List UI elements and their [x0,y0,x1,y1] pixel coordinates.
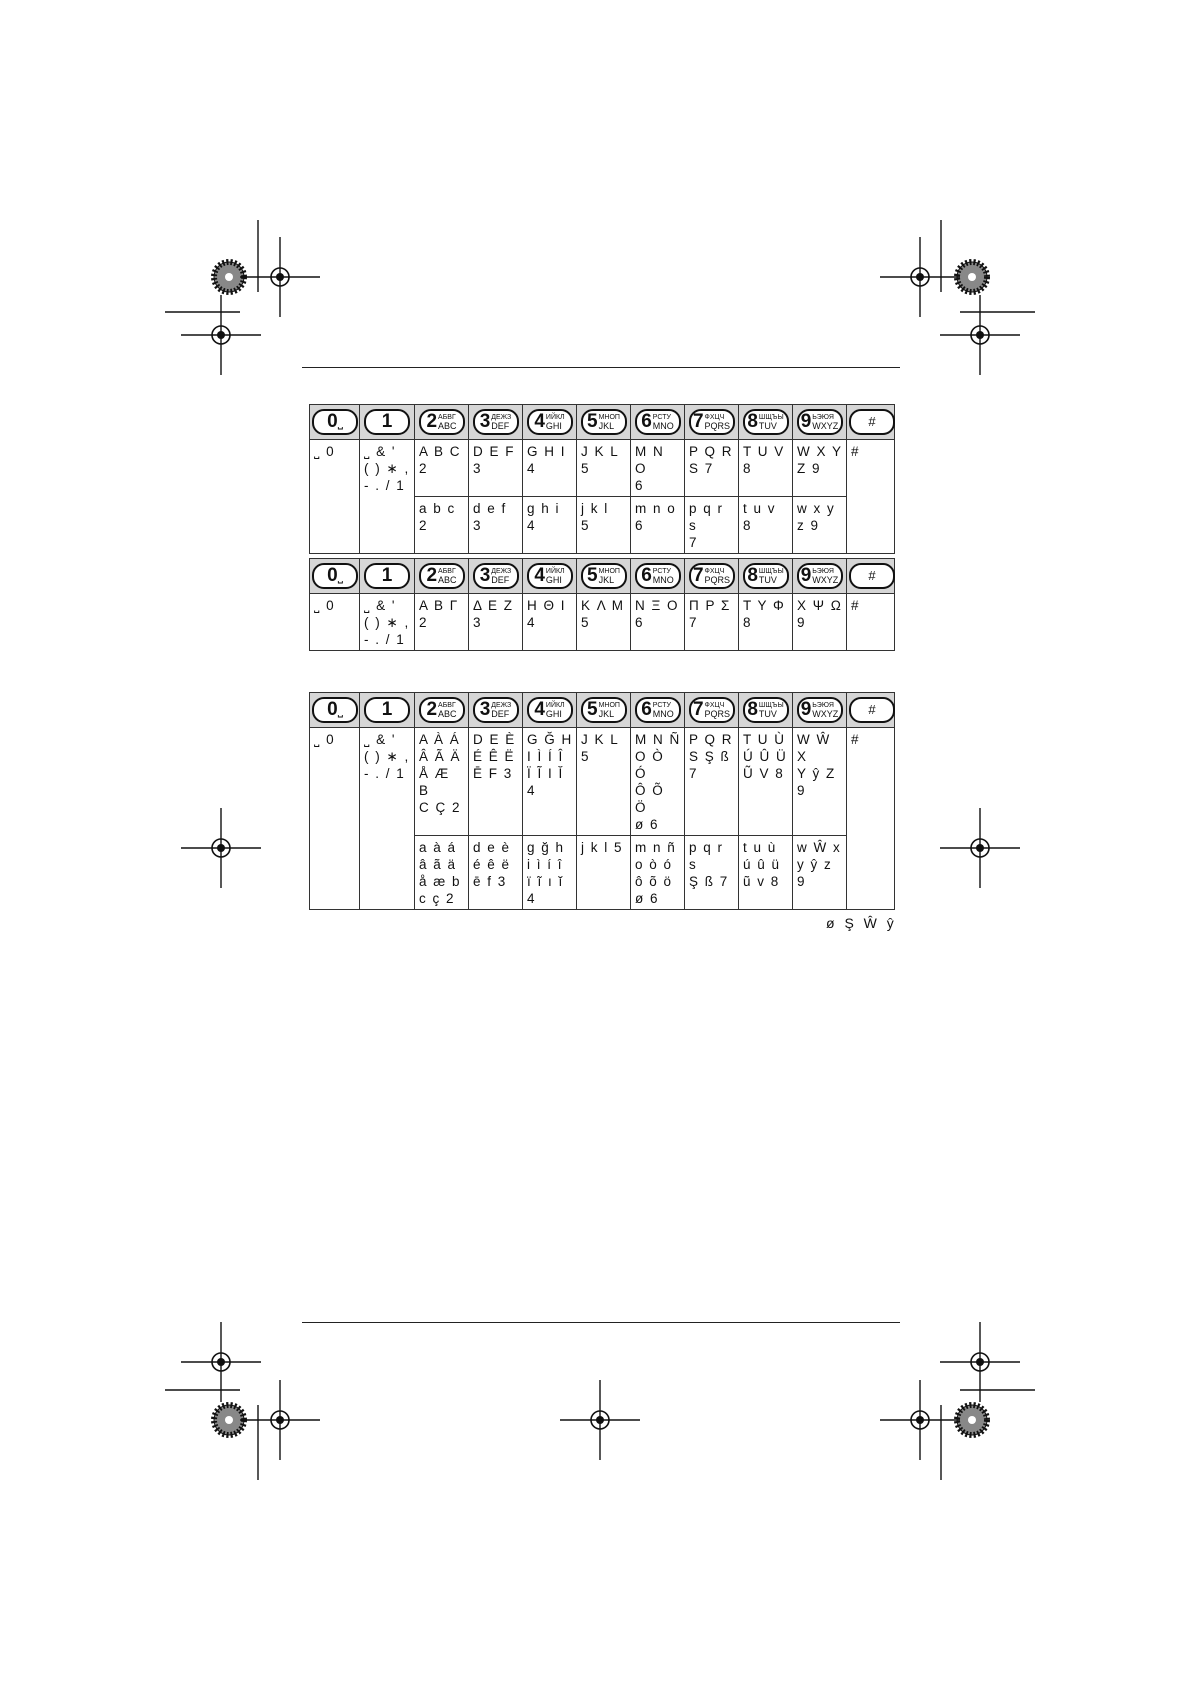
table-row [310,594,895,651]
key-digit: 4 [534,699,545,720]
character-cell: W Ŵ X Y ŷ Z 9 [793,728,847,836]
character-cell: t u ù ú û ü ũ v 8 [739,836,793,910]
key-header-1 [360,693,415,728]
key-digit: 2 [426,565,438,586]
key-header-8 [739,405,793,440]
key-header-hash [847,405,895,440]
key-latin-letters: ABC [438,708,457,719]
key-cyrillic-letters: АБВГ [438,413,456,421]
key-cyrillic-letters: ШЩЪЫ [758,567,784,575]
key-cyrillic-letters: ШЩЪЫ [758,701,784,709]
key-digit: 2 [426,411,438,432]
crop-marks-top [165,220,1035,375]
character-cell: M N O 6 [631,440,685,497]
key-header-9 [793,559,847,594]
key-header-7 [685,693,739,728]
key-cyrillic-letters: ДЕЖЗ [491,567,512,575]
key-icon-8 [743,409,789,435]
key-digit: 0 [327,411,338,432]
key-header-0 [310,559,360,594]
key-header-0 [310,405,360,440]
key-icon-hash [849,697,895,723]
key-digit: 4 [534,411,545,432]
key-header-3 [469,559,523,594]
character-cell: T U Ù Ú Û Ü Ũ V 8 [739,728,793,836]
key-header-5 [577,405,631,440]
key-digit: 1 [381,411,393,432]
key-latin-letters: MNO [652,420,674,431]
key-latin-letters: GHI [545,574,562,585]
key-cyrillic-letters: ИЙКЛ [545,701,565,709]
key-symbol: # [868,414,876,429]
character-cell: D E È É Ê Ë Ē F 3 [469,728,523,836]
character-cell: ⎵ 0 [310,594,360,651]
key-icon-2 [419,697,465,723]
key-header-6 [631,693,685,728]
key-header-8 [739,559,793,594]
character-cell: K Λ M 5 [577,594,631,651]
key-icon-5 [581,697,627,723]
key-icon-9 [797,697,843,723]
character-cell: # [847,440,895,554]
character-cell: d e f 3 [469,497,523,554]
character-cell: J K L 5 [577,728,631,836]
key-latin-letters: TUV [758,574,777,585]
key-header-hash [847,693,895,728]
key-latin-letters: JKL [598,574,615,585]
key-cyrillic-letters: ЬЭЮЯ [812,701,834,709]
key-icon-2 [419,409,465,435]
key-icon-0 [312,563,358,589]
character-cell: # [847,728,895,910]
key-latin-letters: MNO [652,574,674,585]
character-cell: ⎵ & ' ( ) ∗ , - . / 1 [360,440,415,554]
key-header-5 [577,559,631,594]
key-icon-6 [635,697,681,723]
key-digit: 3 [479,411,491,432]
key-icon-hash [849,409,895,435]
key-latin-letters: MNO [652,708,674,719]
keypad-table-greek [309,558,895,651]
key-icon-6 [635,563,681,589]
key-icon-8 [743,697,789,723]
key-cyrillic-letters: МНОП [598,567,620,575]
character-cell: w x y z 9 [793,497,847,554]
key-digit: 6 [641,411,652,432]
key-cyrillic-letters: АБВГ [438,567,456,575]
key-header-8 [739,693,793,728]
key-symbol: # [868,702,876,717]
character-cell: P Q R S 7 [685,440,739,497]
key-latin-letters: ABC [438,420,457,431]
key-header-2 [415,405,469,440]
character-cell: w Ŵ x y ŷ z 9 [793,836,847,910]
key-icon-0 [312,409,358,435]
key-icon-0 [312,697,358,723]
key-icon-4 [527,697,573,723]
key-space-symbol: ⎵ [337,414,343,429]
key-cyrillic-letters: РСТУ [652,567,671,575]
key-cyrillic-letters: ФХЦЧ [704,701,725,709]
key-header-3 [469,405,523,440]
key-cyrillic-letters: ФХЦЧ [704,567,725,575]
character-cell: M N Ñ O Ò Ó Ô Õ Ö ø 6 [631,728,685,836]
key-digit: 3 [479,699,491,720]
character-cell: W X Y Z 9 [793,440,847,497]
key-digit: 8 [747,565,758,586]
key-header-5 [577,693,631,728]
key-icon-4 [527,563,573,589]
key-cyrillic-letters: ФХЦЧ [704,413,725,421]
character-cell: D E F 3 [469,440,523,497]
character-cell: G H I 4 [523,440,577,497]
key-digit: 7 [692,411,704,432]
key-digit: 5 [587,699,598,720]
key-latin-letters: JKL [598,708,615,719]
character-cell: X Ψ Ω 9 [793,594,847,651]
key-header-7 [685,405,739,440]
key-cyrillic-letters: ДЕЖЗ [491,413,512,421]
key-icon-4 [527,409,573,435]
key-header-4 [523,693,577,728]
key-cyrillic-letters: МНОП [598,413,620,421]
key-cyrillic-letters: ШЩЪЫ [758,413,784,421]
key-latin-letters: GHI [545,708,562,719]
character-cell: m n ñ o ò ó ô õ ö ø 6 [631,836,685,910]
key-cyrillic-letters: МНОП [598,701,620,709]
keypad-table-extended [309,692,895,910]
key-digit: 9 [800,699,812,720]
character-cell: p q r s 7 [685,497,739,554]
character-cell: p q r s Ş ß 7 [685,836,739,910]
character-cell: N Ξ O 6 [631,594,685,651]
key-cyrillic-letters: РСТУ [652,413,671,421]
key-icon-1 [364,563,410,589]
character-cell: j k l 5 [577,497,631,554]
key-icon-hash [849,563,895,589]
key-digit: 8 [747,411,758,432]
key-latin-letters: WXYZ [812,420,839,431]
key-header-0 [310,693,360,728]
key-header-2 [415,559,469,594]
key-icon-9 [797,563,843,589]
key-header-2 [415,693,469,728]
key-latin-letters: DEF [491,420,510,431]
key-digit: 7 [692,699,704,720]
key-digit: 3 [479,565,491,586]
key-latin-letters: DEF [491,574,510,585]
character-cell: ⎵ 0 [310,440,360,554]
key-cyrillic-letters: ЬЭЮЯ [812,413,834,421]
character-cell: ⎵ & ' ( ) ∗ , - . / 1 [360,728,415,910]
character-cell: a b c 2 [415,497,469,554]
key-icon-7 [689,409,735,435]
key-latin-letters: WXYZ [812,574,839,585]
key-cyrillic-letters: ЬЭЮЯ [812,567,834,575]
key-header-row [310,405,895,440]
key-header-4 [523,405,577,440]
key-digit: 0 [327,699,338,720]
key-icon-7 [689,697,735,723]
footer-rule [302,1322,900,1323]
key-icon-9 [797,409,843,435]
character-cell: Π P Σ 7 [685,594,739,651]
key-latin-letters: TUV [758,420,777,431]
character-cell: j k l 5 [577,836,631,910]
key-header-6 [631,405,685,440]
key-latin-letters: ABC [438,574,457,585]
key-header-hash [847,559,895,594]
key-latin-letters: PQRS [704,574,731,585]
key-digit: 6 [641,565,652,586]
keypad-table-standard [309,404,895,554]
character-cell: Δ E Z 3 [469,594,523,651]
table-row [310,440,895,497]
character-cell: d e è é ê ë ē f 3 [469,836,523,910]
character-cell: a à á â ã ä å æ b c ç 2 [415,836,469,910]
key-digit: 7 [692,565,704,586]
key-cyrillic-letters: АБВГ [438,701,456,709]
key-cyrillic-letters: ИЙКЛ [545,567,565,575]
key-header-row [310,693,895,728]
key-digit: 5 [587,565,598,586]
key-header-row [310,559,895,594]
character-cell: t u v 8 [739,497,793,554]
key-icon-2 [419,563,465,589]
character-cell: G Ğ H I Ì Í Î Ï Ĩ I Ĭ 4 [523,728,577,836]
key-symbol: # [868,568,876,583]
key-space-symbol: ⎵ [337,702,343,717]
character-cell: H Θ I 4 [523,594,577,651]
key-digit: 1 [381,565,393,586]
key-digit: 6 [641,699,652,720]
key-cyrillic-letters: ДЕЖЗ [491,701,512,709]
character-cell: T U V 8 [739,440,793,497]
key-cyrillic-letters: РСТУ [652,701,671,709]
key-icon-1 [364,409,410,435]
key-header-6 [631,559,685,594]
key-digit: 8 [747,699,758,720]
key-header-1 [360,405,415,440]
character-cell: ⎵ 0 [310,728,360,910]
key-icon-1 [364,697,410,723]
key-cyrillic-letters: ИЙКЛ [545,413,565,421]
key-latin-letters: PQRS [704,420,731,431]
key-header-9 [793,693,847,728]
character-cell: # [847,594,895,651]
key-latin-letters: TUV [758,708,777,719]
key-latin-letters: JKL [598,420,615,431]
key-icon-3 [473,563,519,589]
key-latin-letters: PQRS [704,708,731,719]
crop-marks-bottom [165,1322,1035,1480]
character-cell: A B C 2 [415,440,469,497]
character-cell: T Y Φ 8 [739,594,793,651]
key-icon-5 [581,409,627,435]
key-digit: 9 [800,411,812,432]
key-header-3 [469,693,523,728]
key-header-9 [793,405,847,440]
key-icon-6 [635,409,681,435]
key-icon-7 [689,563,735,589]
key-latin-letters: GHI [545,420,562,431]
character-cell: g h i 4 [523,497,577,554]
key-header-4 [523,559,577,594]
key-digit: 1 [381,699,393,720]
key-digit: 4 [534,565,545,586]
character-cell: m n o 6 [631,497,685,554]
key-digit: 5 [587,411,598,432]
character-cell: P Q R S Ş ß 7 [685,728,739,836]
character-cell: ⎵ & ' ( ) ∗ , - . / 1 [360,594,415,651]
table-row [310,728,895,836]
key-latin-letters: DEF [491,708,510,719]
footnote-characters: ø Ş Ŵ ŷ [826,915,897,931]
character-cell: A À Á Â Ã Ä Å Æ B C Ç 2 [415,728,469,836]
character-cell: A B Γ 2 [415,594,469,651]
key-digit: 0 [327,565,338,586]
key-header-1 [360,559,415,594]
key-header-7 [685,559,739,594]
character-cell: J K L 5 [577,440,631,497]
character-cell: g ğ h i ì í î ï ĩ ı ĭ 4 [523,836,577,910]
key-icon-3 [473,409,519,435]
key-digit: 2 [426,699,438,720]
key-space-symbol: ⎵ [337,568,343,583]
key-digit: 9 [800,565,812,586]
header-rule [302,367,900,368]
key-icon-5 [581,563,627,589]
key-latin-letters: WXYZ [812,708,839,719]
key-icon-3 [473,697,519,723]
key-icon-8 [743,563,789,589]
